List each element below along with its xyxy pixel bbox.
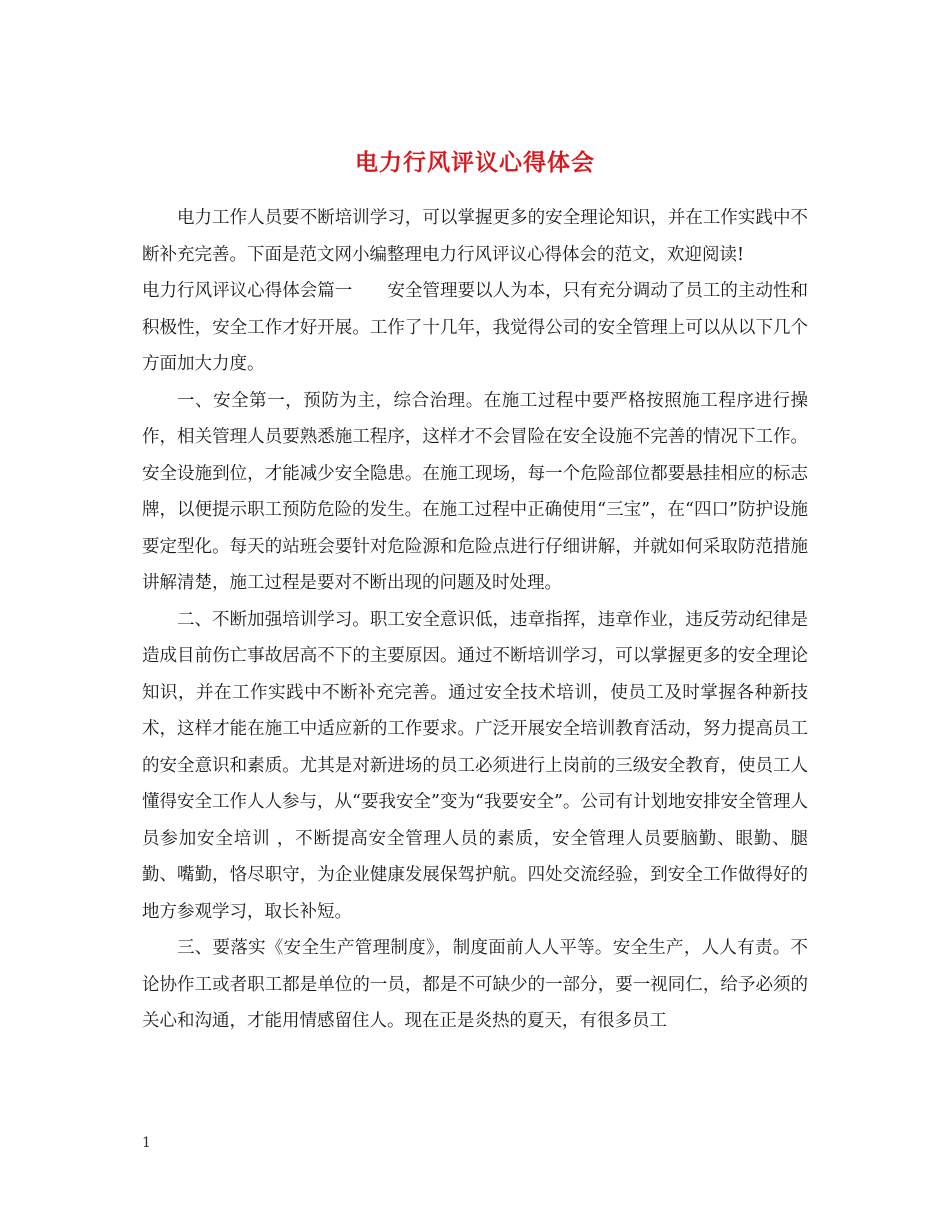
point-two-paragraph: 二、不断加强培训学习。职工安全意识低，违章指挥，违章作业，违反劳动纪律是造成目前伤亡事故居高不下的主要原因。通过不断培训学习，可以掌握更多的安全理论知识，并在工作实践中不断补充完善。通过安全技术培训，使员工及时掌握各种新技术，这样才能在施工中适应新的工作要求。广泛开展安全培训教育活动，努力提高员工的安全意识和素质。尤其是对新进场的员工必须进行上岗前的三级安全教育，使员工人懂得安全工作人人参与，从“要我安全”变为“我要安全”。公司有计划地安排安全管理人员参加安全培训 ，不断提高安全管理人员的素质，安全管理人员要脑勤、眼勤、腿勤、嘴勤，恪尽职守，为企业健康发展保驾护航。四处交流经验，到安全工作做得好的地方参观学习，取长补短。 xyxy=(142,609,808,922)
page-number: 1 xyxy=(142,1135,151,1151)
intro-paragraph: 电力工作人员要不断培训学习，可以掌握更多的安全理论知识，并在工作实践中不断补充完善。下面是范文网小编整理电力行风评议心得体会的范文，欢迎阅读! xyxy=(142,208,808,265)
point-three-paragraph: 三、要落实《安全生产管理制度》，制度面前人人平等。安全生产，人人有责。不论协作工或者职工都是单位的一员，都是不可缺少的一部分，要一视同仁，给予必须的关心和沟通，才能用情感留住人。现在正是炎热的夏天，有很多员工 xyxy=(142,938,808,1031)
document-title: 电力行风评议心得体会 xyxy=(355,149,595,177)
section-one-paragraph: 电力行风评议心得体会篇一 安全管理要以人为本，只有充分调动了员工的主动性和积极性，安全工作才好开展。工作了十几年，我觉得公司的安全管理上可以从以下几个方面加大力度。 xyxy=(142,281,808,374)
point-one-paragraph: 一、安全第一，预防为主，综合治理。在施工过程中要严格按照施工程序进行操作，相关管理人员要熟悉施工程序，这样才不会冒险在安全设施不完善的情况下工作。安全设施到位，才能减少安全隐患。在施工现场，每一个危险部位都要悬挂相应的标志牌，以便提示职工预防危险的发生。在施工过程中正确使用“三宝”，在“四口”防护设施要定型化。每天的站班会要针对危险源和危险点进行仔细讲解，并就如何采取防范措施讲解清楚，施工过程是要对不断出现的问题及时处理。 xyxy=(142,390,808,593)
document-body xyxy=(142,200,808,1040)
